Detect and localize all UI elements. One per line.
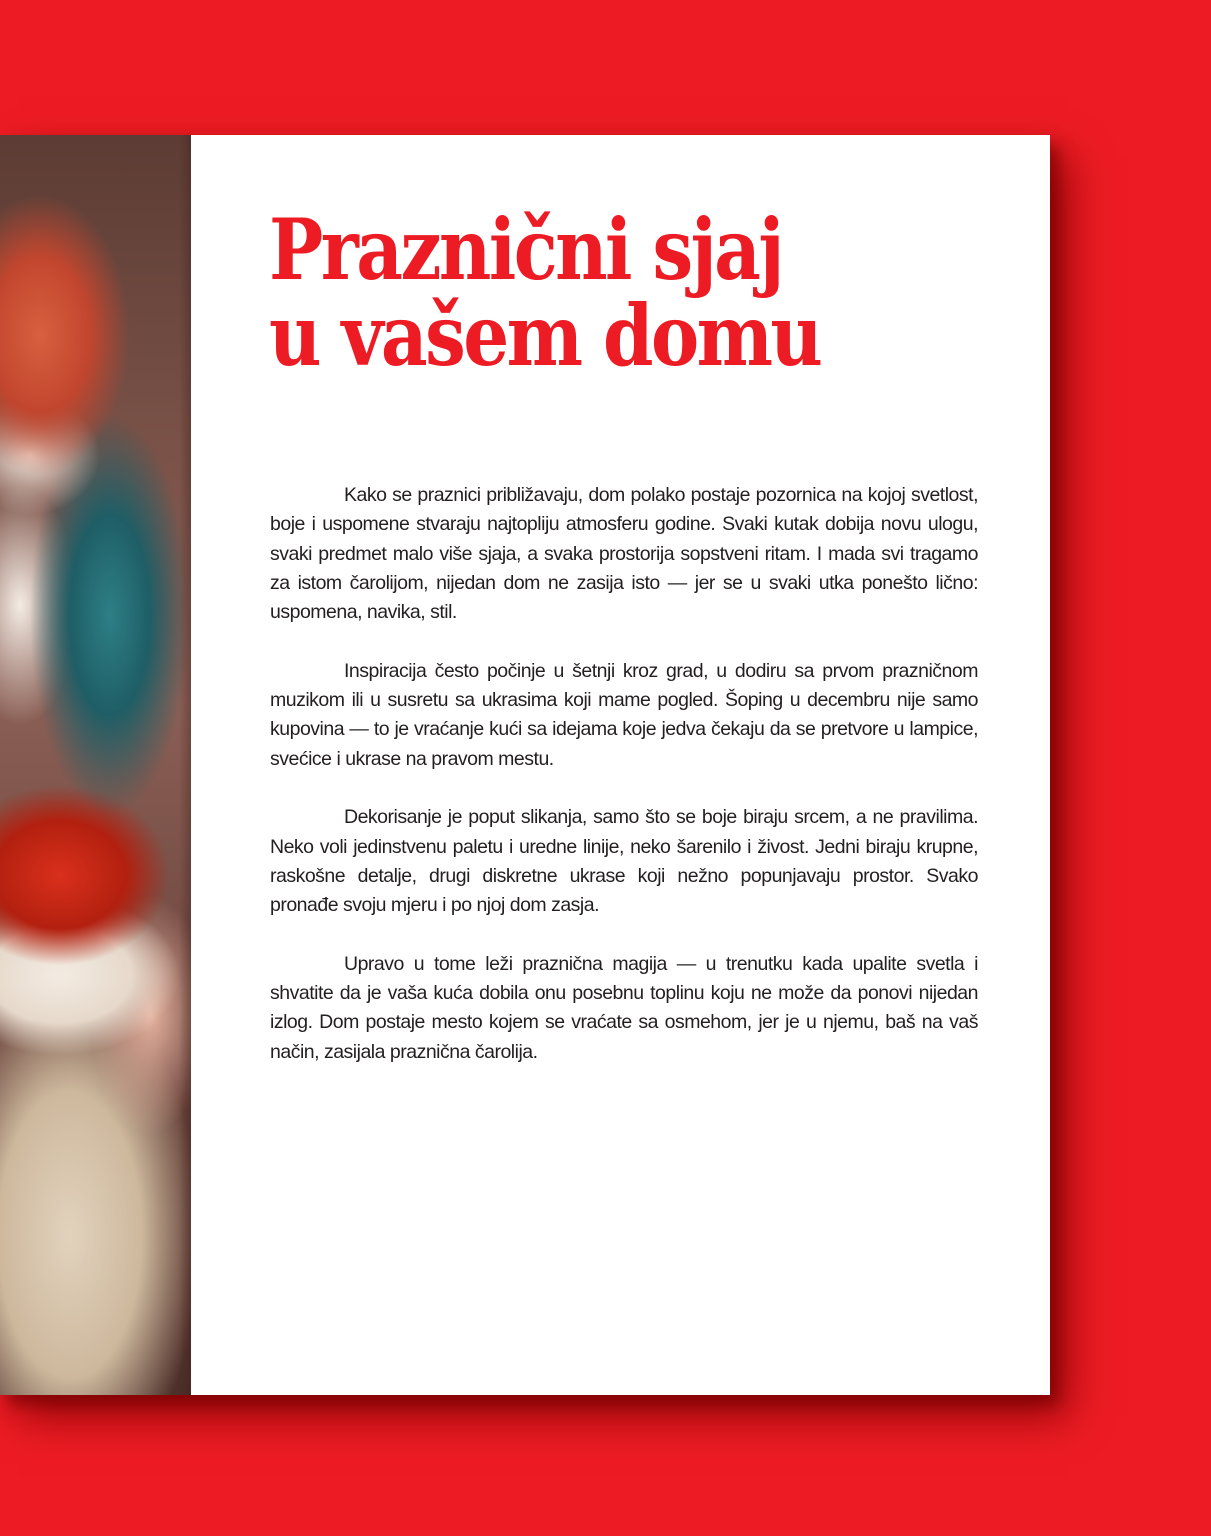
paragraph-3: Dekorisanje je poput slikanja, samo što se boje biraju srcem, a ne pravilima. Neko voli jedinstvenu paletu i uredne linije, neko šarenilo i živost. Jedni biraju krupne, raskošne detalje, drugi diskretne ukrase koji nežno popunjavaju prostor. Svako pronađe svoju mjeru i po njoj dom zasja. [270,806,978,917]
paragraph-1: Kako se praznici približavaju, dom polako postaje pozornica na kojoj svetlost, boje i uspomene stvaraju najtopliju atmosferu godine. Svaki kutak dobija novu ulogu, svaki predmet malo više sjaja, a svaka prostorija sopstveni ritam. I mada svi tragamo za istom čarolijom, nijedan dom ne zasija isto — jer se u svaki utka ponešto lično: uspomena, navika, stil. [270,484,978,624]
holiday-photo [0,135,191,1395]
title-line-1: Praznični sjaj [269,200,782,299]
title-line-2: u vašem domu [269,286,821,385]
paragraph-4: Upravo u tome leži praznična magija — u trenutku kada upalite svetla i shvatite da je vaša kuća dobila onu posebnu toplinu koju ne može da ponovi nijedan izlog. Dom postaje mesto kojem se vraćate sa osmehom, jer je u njemu, baš na vaš način, zasijala praznična čarolija. [270,952,978,1063]
paragraph-2: Inspiracija često počinje u šetnji kroz grad, u dodiru sa prvom prazničnom muzikom ili u susretu sa ukrasima koji mame pogled. Šoping u decembru nije samo kupovina — to je vraćanje kući sa idejama koje jedva čekaju da se pretvore u lampice, svećice i ukrase na pravom mestu. [270,659,978,770]
magazine-page [0,135,1050,1395]
article-body [270,481,978,1096]
photo-edge-shade [179,135,191,1395]
article-title [269,200,888,385]
article-card [191,135,1050,1395]
